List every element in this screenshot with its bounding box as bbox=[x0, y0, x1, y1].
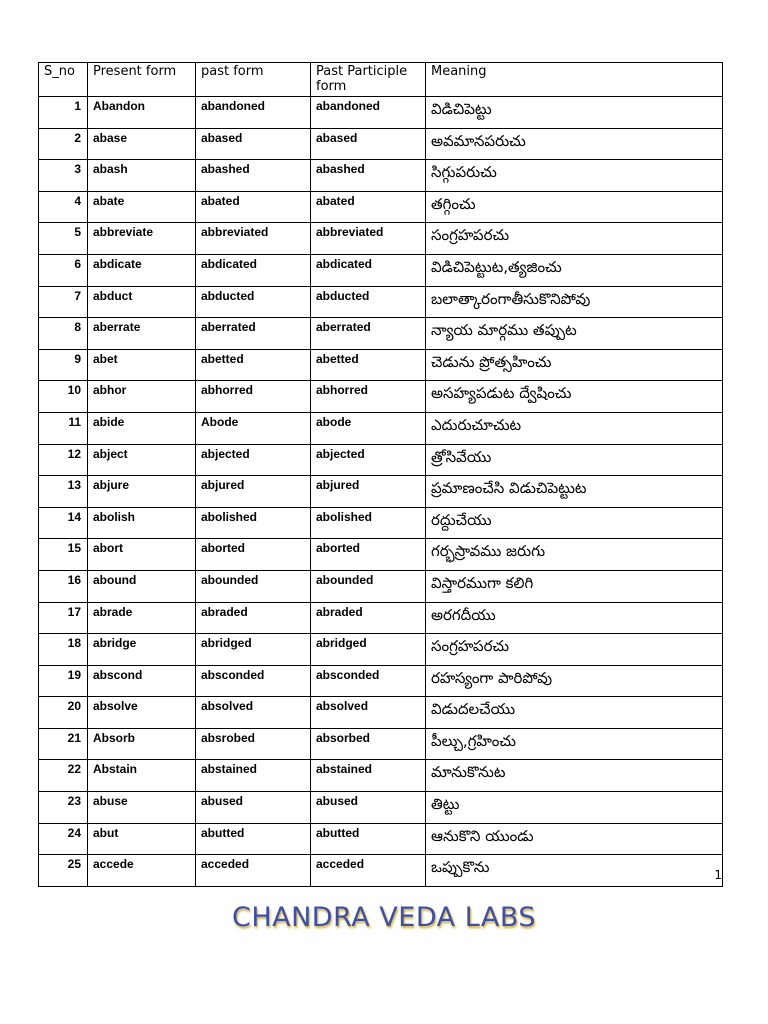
cell-past: Abode bbox=[196, 412, 311, 444]
cell-sno: 19 bbox=[39, 665, 88, 697]
cell-sno: 20 bbox=[39, 697, 88, 729]
cell-participle: absolved bbox=[311, 697, 426, 729]
header-past-form: past form bbox=[196, 63, 311, 97]
cell-sno: 25 bbox=[39, 855, 88, 887]
cell-past: abolished bbox=[196, 507, 311, 539]
table-row bbox=[39, 634, 723, 666]
cell-past: absolved bbox=[196, 697, 311, 729]
cell-sno: 7 bbox=[39, 286, 88, 318]
cell-past: abdicated bbox=[196, 254, 311, 286]
cell-participle: abated bbox=[311, 191, 426, 223]
cell-sno: 17 bbox=[39, 602, 88, 634]
table-row bbox=[39, 760, 723, 792]
cell-present: abuse bbox=[88, 792, 196, 824]
cell-sno: 2 bbox=[39, 128, 88, 160]
cell-participle: abjected bbox=[311, 444, 426, 476]
cell-present: Abandon bbox=[88, 97, 196, 129]
cell-meaning: ఆనుకొని యుండు bbox=[426, 823, 723, 855]
cell-present: accede bbox=[88, 855, 196, 887]
cell-present: abound bbox=[88, 570, 196, 602]
cell-participle: acceded bbox=[311, 855, 426, 887]
cell-sno: 5 bbox=[39, 223, 88, 255]
table-row bbox=[39, 539, 723, 571]
cell-meaning: రహస్యంగా పారిపోవు bbox=[426, 665, 723, 697]
cell-present: abide bbox=[88, 412, 196, 444]
table-row bbox=[39, 160, 723, 192]
cell-participle: abhorred bbox=[311, 381, 426, 413]
cell-participle: abased bbox=[311, 128, 426, 160]
table-row bbox=[39, 507, 723, 539]
cell-participle: abbreviated bbox=[311, 223, 426, 255]
cell-present: abut bbox=[88, 823, 196, 855]
cell-past: aborted bbox=[196, 539, 311, 571]
cell-meaning: సిగ్గుపరుచు bbox=[426, 160, 723, 192]
cell-past: abraded bbox=[196, 602, 311, 634]
cell-sno: 14 bbox=[39, 507, 88, 539]
cell-participle: abjured bbox=[311, 476, 426, 508]
cell-participle: abounded bbox=[311, 570, 426, 602]
page-number: 1 bbox=[714, 868, 722, 882]
table-row bbox=[39, 792, 723, 824]
cell-present: Absorb bbox=[88, 728, 196, 760]
cell-participle: abraded bbox=[311, 602, 426, 634]
cell-meaning: తగ్గించు bbox=[426, 191, 723, 223]
header-present-form: Present form bbox=[88, 63, 196, 97]
cell-sno: 24 bbox=[39, 823, 88, 855]
cell-sno: 10 bbox=[39, 381, 88, 413]
cell-meaning: పీల్చు,గ్రహించు bbox=[426, 728, 723, 760]
cell-present: abject bbox=[88, 444, 196, 476]
cell-meaning: విడిచిపెట్టుట,త్యజించు bbox=[426, 254, 723, 286]
table-row bbox=[39, 728, 723, 760]
cell-sno: 23 bbox=[39, 792, 88, 824]
table-row bbox=[39, 381, 723, 413]
cell-present: aberrate bbox=[88, 318, 196, 350]
cell-sno: 3 bbox=[39, 160, 88, 192]
cell-present: abet bbox=[88, 349, 196, 381]
table-row bbox=[39, 412, 723, 444]
table-row bbox=[39, 97, 723, 129]
cell-participle: abdicated bbox=[311, 254, 426, 286]
header-meaning: Meaning bbox=[426, 63, 723, 97]
cell-past: acceded bbox=[196, 855, 311, 887]
cell-meaning: విడిచిపెట్టు bbox=[426, 97, 723, 129]
cell-past: abated bbox=[196, 191, 311, 223]
table-row bbox=[39, 254, 723, 286]
cell-participle: absconded bbox=[311, 665, 426, 697]
cell-participle: abode bbox=[311, 412, 426, 444]
cell-sno: 13 bbox=[39, 476, 88, 508]
cell-past: aberrated bbox=[196, 318, 311, 350]
footer-logo: CHANDRA VEDA LABS bbox=[231, 902, 537, 933]
cell-present: abrade bbox=[88, 602, 196, 634]
cell-meaning: గర్భస్రావము జరుగు bbox=[426, 539, 723, 571]
cell-meaning: న్యాయ మార్గము తప్పుట bbox=[426, 318, 723, 350]
cell-sno: 18 bbox=[39, 634, 88, 666]
cell-present: abbreviate bbox=[88, 223, 196, 255]
header-past-participle: Past Participle form bbox=[311, 63, 426, 97]
cell-present: abdicate bbox=[88, 254, 196, 286]
table-row bbox=[39, 855, 723, 887]
cell-meaning: రద్దుచేయు bbox=[426, 507, 723, 539]
cell-sno: 11 bbox=[39, 412, 88, 444]
table-row bbox=[39, 444, 723, 476]
cell-participle: aborted bbox=[311, 539, 426, 571]
cell-meaning: బలాత్కారంగాతీసుకొనిపోవు bbox=[426, 286, 723, 318]
cell-participle: abolished bbox=[311, 507, 426, 539]
table-body bbox=[39, 97, 723, 887]
cell-meaning: ఒప్పుకొను bbox=[426, 855, 723, 887]
cell-past: abused bbox=[196, 792, 311, 824]
table-row bbox=[39, 665, 723, 697]
cell-meaning: విడుదలచేయు bbox=[426, 697, 723, 729]
cell-participle: abetted bbox=[311, 349, 426, 381]
table-row bbox=[39, 602, 723, 634]
cell-sno: 15 bbox=[39, 539, 88, 571]
cell-present: abridge bbox=[88, 634, 196, 666]
cell-meaning: త్రోసివేయు bbox=[426, 444, 723, 476]
table-row bbox=[39, 349, 723, 381]
cell-past: abhorred bbox=[196, 381, 311, 413]
cell-past: abbreviated bbox=[196, 223, 311, 255]
cell-present: abate bbox=[88, 191, 196, 223]
cell-meaning: అవమానపరుచు bbox=[426, 128, 723, 160]
cell-sno: 22 bbox=[39, 760, 88, 792]
cell-present: absolve bbox=[88, 697, 196, 729]
cell-participle: abridged bbox=[311, 634, 426, 666]
cell-sno: 6 bbox=[39, 254, 88, 286]
cell-sno: 1 bbox=[39, 97, 88, 129]
cell-sno: 12 bbox=[39, 444, 88, 476]
table-row bbox=[39, 476, 723, 508]
cell-sno: 21 bbox=[39, 728, 88, 760]
table-row bbox=[39, 697, 723, 729]
cell-past: abetted bbox=[196, 349, 311, 381]
table-header-row bbox=[39, 63, 723, 97]
cell-participle: abstained bbox=[311, 760, 426, 792]
cell-sno: 4 bbox=[39, 191, 88, 223]
header-sno: S_no bbox=[39, 63, 88, 97]
table-row bbox=[39, 318, 723, 350]
verb-forms-table bbox=[38, 62, 723, 887]
cell-participle: abandoned bbox=[311, 97, 426, 129]
cell-participle: aberrated bbox=[311, 318, 426, 350]
cell-meaning: సంగ్రహపరచు bbox=[426, 634, 723, 666]
cell-participle: abducted bbox=[311, 286, 426, 318]
table-row bbox=[39, 191, 723, 223]
table-row bbox=[39, 286, 723, 318]
cell-meaning: తిట్టు bbox=[426, 792, 723, 824]
cell-participle: abashed bbox=[311, 160, 426, 192]
cell-participle: absorbed bbox=[311, 728, 426, 760]
cell-past: abridged bbox=[196, 634, 311, 666]
cell-past: absrobed bbox=[196, 728, 311, 760]
cell-past: abducted bbox=[196, 286, 311, 318]
cell-sno: 9 bbox=[39, 349, 88, 381]
cell-present: abscond bbox=[88, 665, 196, 697]
cell-meaning: అరగదీయు bbox=[426, 602, 723, 634]
cell-present: abort bbox=[88, 539, 196, 571]
cell-past: abjected bbox=[196, 444, 311, 476]
cell-present: abduct bbox=[88, 286, 196, 318]
cell-sno: 8 bbox=[39, 318, 88, 350]
cell-present: abhor bbox=[88, 381, 196, 413]
cell-meaning: చెడును ప్రోత్సహించు bbox=[426, 349, 723, 381]
cell-past: abstained bbox=[196, 760, 311, 792]
cell-past: abounded bbox=[196, 570, 311, 602]
cell-sno: 16 bbox=[39, 570, 88, 602]
cell-meaning: ఎదురుచూచుట bbox=[426, 412, 723, 444]
table-row bbox=[39, 128, 723, 160]
table-row bbox=[39, 823, 723, 855]
cell-present: abash bbox=[88, 160, 196, 192]
cell-past: abandoned bbox=[196, 97, 311, 129]
cell-meaning: విస్తారముగా కలిగి bbox=[426, 570, 723, 602]
table-row bbox=[39, 223, 723, 255]
cell-present: abase bbox=[88, 128, 196, 160]
table-row bbox=[39, 570, 723, 602]
cell-participle: abutted bbox=[311, 823, 426, 855]
cell-past: abased bbox=[196, 128, 311, 160]
cell-meaning: సంగ్రహపరచు bbox=[426, 223, 723, 255]
cell-meaning: మానుకొనుట bbox=[426, 760, 723, 792]
cell-past: abashed bbox=[196, 160, 311, 192]
cell-meaning: అసహ్యపడుట ద్వేషించు bbox=[426, 381, 723, 413]
cell-past: abjured bbox=[196, 476, 311, 508]
cell-past: abutted bbox=[196, 823, 311, 855]
cell-present: Abstain bbox=[88, 760, 196, 792]
cell-present: abjure bbox=[88, 476, 196, 508]
cell-meaning: ప్రమాణంచేసి విడుచిపెట్టుట bbox=[426, 476, 723, 508]
cell-past: absconded bbox=[196, 665, 311, 697]
cell-present: abolish bbox=[88, 507, 196, 539]
cell-participle: abused bbox=[311, 792, 426, 824]
